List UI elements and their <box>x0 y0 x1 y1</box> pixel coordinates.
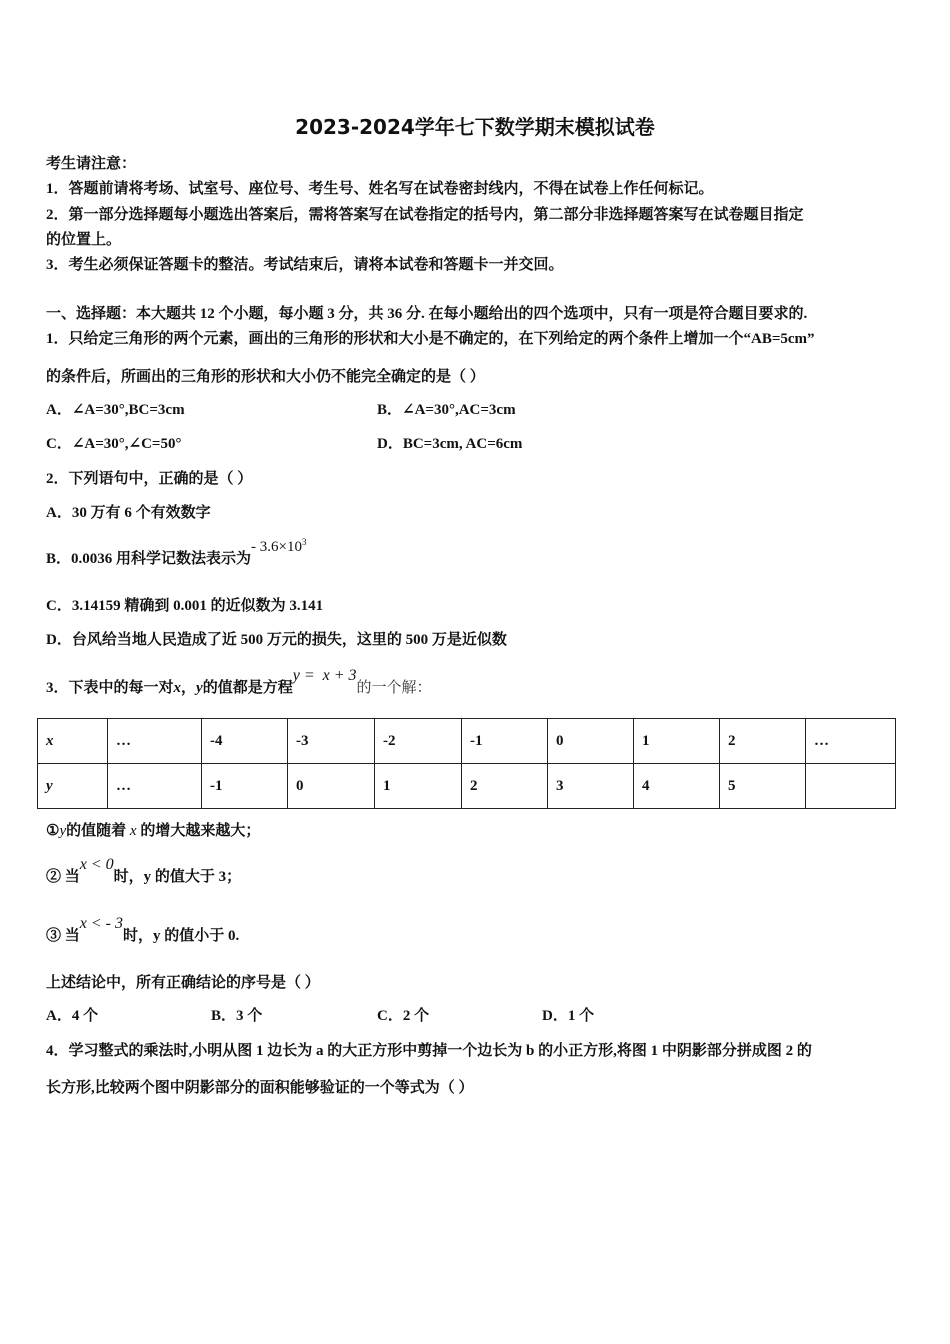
q3-option-a: A．4 个 <box>46 1008 99 1024</box>
q3-option-d: D．1 个 <box>542 1008 595 1024</box>
q4-stem-line2: 长方形,比较两个图中阴影部分的面积能够验证的一个等式为（ ） <box>46 1080 474 1096</box>
q2-option-b-formula: - $3.6\times 10^3$ <box>251 537 307 555</box>
notice-item-1: 1．答题前请将考场、试室号、座位号、考生号、姓名写在试卷密封线内，不得在试卷上作任何标记。 <box>46 181 714 197</box>
q2-stem: 2．下列语句中，正确的是（ ） <box>46 471 253 487</box>
q1-option-a: A．∠A=30°,BC=3cm <box>46 402 185 418</box>
xy-table <box>37 718 896 809</box>
q1-option-b: B．∠A=30°,AC=3cm <box>377 402 516 418</box>
section-heading: 一、选择题：本大题共 12 个小题，每小题 3 分，共 36 分. 在每小题给出的四个选项中，只有一项是符合题目要求的. <box>46 306 808 322</box>
q2-option-b <box>46 537 307 568</box>
q1-stem-line1: 1．只给定三角形的两个元素，画出的三角形的形状和大小是不确定的，在下列给定的两个条件上增加一个“AB=5cm” <box>46 331 815 347</box>
table-row-x: x … -4 -3 -2 -1 0 1 2 … <box>38 719 896 764</box>
q2-option-c: C．3.14159 精确到 0.001 的近似数为 3.141 <box>46 598 324 614</box>
notice-item-2: 2．第一部分选择题每小题选出答案后，需将答案写在试卷指定的括号内，第二部分非选择题答案写在试卷题目指定 <box>46 207 804 223</box>
q3-stem: 3．下表中的每一对x，y的值都是方程y = x + 3的一个解： <box>46 667 432 696</box>
q3-conclusion: 上述结论中，所有正确结论的序号是（ ） <box>46 975 320 991</box>
q3-condition-2: x < 0 <box>79 856 114 873</box>
q2-option-b-text: B．0.0036 用科学记数法表示为 <box>46 551 252 567</box>
notice-heading: 考生请注意： <box>46 156 137 172</box>
q1-stem-line2: 的条件后，所画出的三角形的形状和大小仍不能完全确定的是（ ） <box>46 369 485 385</box>
page-title: 2023-2024学年七下数学期末模拟试卷 <box>295 115 655 139</box>
q1-option-c: C．∠A=30°,∠C=50° <box>46 436 182 452</box>
q3-var-y: y <box>196 680 203 696</box>
q4-stem-line1: 4．学习整式的乘法时,小明从图 1 边长为 a 的大正方形中剪掉一个边长为 b 的小正方形,将图 1 中阴影部分拼成图 2 的 <box>46 1043 812 1059</box>
notice-item-2-cont: 的位置上。 <box>46 232 122 248</box>
q2-option-d: D．台风给当地人民造成了近 500 万元的损失，这里的 500 万是近似数 <box>46 632 507 648</box>
q3-condition-3: x < - 3 <box>79 915 123 932</box>
q3-var-x: x <box>173 680 182 696</box>
notice-item-3: 3．考生必须保证答题卡的整洁。考试结束后，请将本试卷和答题卡一并交回。 <box>46 257 564 273</box>
table-row-y: y … -1 0 1 2 3 4 5 <box>38 764 896 809</box>
q3-statement-1: ①y的值随着 x 的增大越来越大； <box>46 823 261 839</box>
q2-option-a: A．30 万有 6 个有效数字 <box>46 505 211 521</box>
q3-statement-2: ② 当x < 0时，y 的值大于 3； <box>46 856 242 885</box>
q3-option-c: C．2 个 <box>377 1008 430 1024</box>
q1-option-d: D．BC=3cm, AC=6cm <box>377 436 523 452</box>
q3-option-b: B．3 个 <box>211 1008 263 1024</box>
q2-exponent: 3 <box>301 537 307 547</box>
q3-statement-3: ③ 当x < - 3时，y 的值小于 0. <box>46 915 240 944</box>
q3-equation: y = x + 3 <box>292 667 357 684</box>
